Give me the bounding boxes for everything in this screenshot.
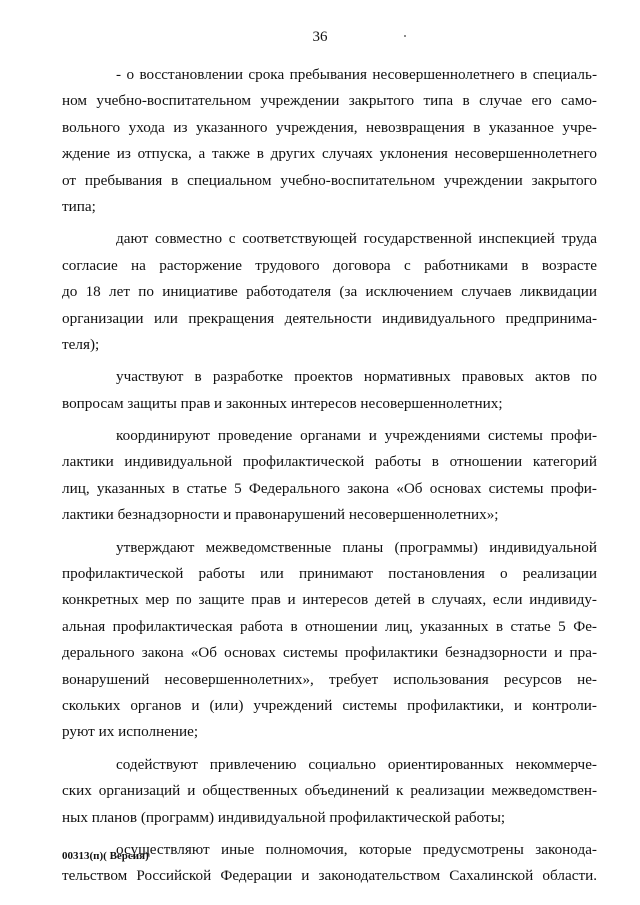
paragraph-coordination: [62, 423, 597, 529]
paragraph-labor-contract: [62, 226, 597, 358]
text-line: согласие на расторжение трудового договора с работниками в возрасте: [62, 256, 597, 274]
text-line: скольких органов и (или) учреждений системы профилактики, и контроли-: [62, 696, 597, 714]
text-line: руют их исполнение;: [62, 723, 199, 741]
paragraph-interagency-plans: [62, 535, 597, 746]
document-body: [62, 62, 597, 890]
scan-dot: [404, 35, 406, 37]
text-line: лактики индивидуальной профилактической работы в отношении категорий: [62, 453, 597, 471]
paragraph-legal-acts: [62, 364, 597, 417]
text-line: содействуют привлечению социально ориентированных некоммерче-: [116, 755, 597, 773]
text-line: вопросам защиты прав и законных интересов несовершеннолетних;: [62, 394, 503, 412]
text-line: осуществляют иные полномочия, которые предусмотрены законода-: [116, 840, 597, 858]
text-line: лактики безнадзорности и правонарушений несовершеннолетних»;: [62, 506, 499, 524]
text-line: лиц, указанных в статье 5 Федерального закона «Об основах системы профи-: [62, 479, 597, 497]
document-code: 00313(п)( Версия): [62, 850, 149, 862]
text-line: координируют проведение органами и учреждениями системы профи-: [116, 427, 597, 445]
page-number: 36: [312, 29, 328, 45]
text-line: конкретных мер по защите прав и интересов детей в случаях, если индивиду-: [62, 591, 597, 609]
text-line: теля);: [62, 335, 100, 353]
text-line: профилактической работы или принимают постановления о реализации: [62, 565, 597, 583]
text-line: ских организаций и общественных объединений к реализации межведомствен-: [62, 782, 597, 800]
text-line: ных планов (программ) индивидуальной профилактической работы;: [62, 808, 506, 826]
text-line: дерального закона «Об основах системы профилактики безнадзорности и пра-: [62, 644, 597, 662]
text-line: дают совместно с соответствующей государственной инспекцией труда: [116, 230, 597, 248]
text-line: до 18 лет по инициативе работодателя (за исключением случаев ликвидации: [62, 283, 597, 301]
text-line: организации или прекращения деятельности индивидуального предпринима-: [62, 309, 597, 327]
text-line: ном учебно-воспитательном учреждении закрытого типа в случае его само-: [62, 92, 597, 110]
text-line: утверждают межведомственные планы (программы) индивидуальной: [116, 538, 597, 556]
paragraph-restore-term: [62, 62, 597, 220]
text-line: альная профилактическая работа в отношении лиц, указанных в статье 5 Фе-: [62, 617, 597, 635]
text-line: вонарушений несовершеннолетних», требует использования ресурсов не-: [62, 670, 597, 688]
text-line: от пребывания в специальном учебно-воспитательном учреждении закрытого: [62, 171, 597, 189]
paragraph-other-powers: [62, 837, 597, 890]
text-line: вольного ухода из указанного учреждения, невозвращения в указанное учре-: [62, 118, 597, 136]
text-line: тельством Российской Федерации и законодательством Сахалинской области.: [62, 867, 597, 885]
paragraph-nonprofit-support: [62, 752, 597, 831]
text-line: - о восстановлении срока пребывания несовершеннолетнего в специаль-: [116, 66, 597, 83]
text-line: ждение из отпуска, а также в других случаях уклонения несовершеннолетнего: [62, 145, 597, 163]
text-line: типа;: [62, 197, 96, 215]
text-line: участвуют в разработке проектов нормативных правовых актов по: [116, 368, 597, 386]
